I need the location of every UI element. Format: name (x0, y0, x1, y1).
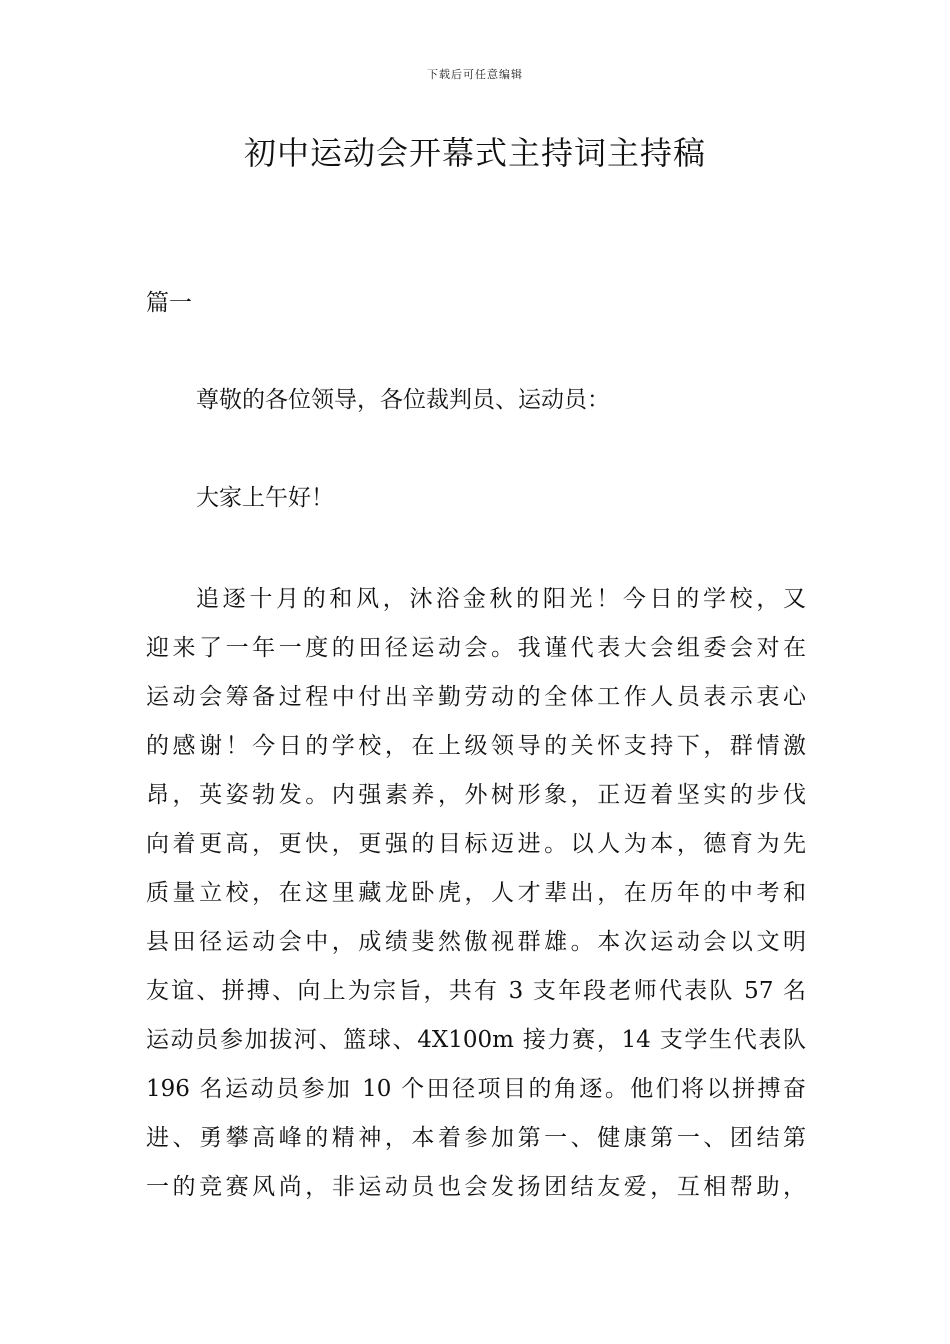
body-line: 的感谢！今日的学校，在上级领导的关怀支持下，群情激 (146, 733, 806, 759)
greeting-paragraph: 尊敬的各位领导，各位裁判员、运动员： (196, 387, 610, 413)
body-line: 一的竞赛风尚，非运动员也会发扬团结友爱，互相帮助， (146, 1174, 806, 1200)
document-title: 初中运动会开幕式主持词主持稿 (243, 134, 706, 172)
body-paragraph (146, 578, 806, 1215)
section-heading: 篇一 (146, 290, 192, 316)
body-line: 昂，英姿勃发。内强素养，外树形象，正迈着坚实的步伐 (146, 782, 806, 808)
body-line: 进、勇攀高峰的精神，本着参加第一、健康第一、团结第 (146, 1125, 806, 1151)
body-line: 追逐十月的和风，沐浴金秋的阳光！今日的学校，又 (196, 586, 806, 612)
body-line: 县田径运动会中，成绩斐然傲视群雄。本次运动会以文明 (146, 929, 806, 955)
body-line: 向着更高，更快，更强的目标迈进。以人为本，德育为先 (146, 831, 806, 857)
body-line: 运动员参加拔河、篮球、4X100m 接力赛，14 支学生代表队 (146, 1027, 806, 1053)
hello-paragraph: 大家上午好！ (196, 485, 334, 511)
body-line: 运动会筹备过程中付出辛勤劳动的全体工作人员表示衷心 (146, 684, 806, 710)
body-line: 友谊、拼搏、向上为宗旨，共有 3 支年段老师代表队 57 名 (146, 978, 806, 1004)
body-line: 质量立校，在这里藏龙卧虎，人才辈出，在历年的中考和 (146, 880, 806, 906)
header-note: 下载后可任意编辑 (427, 68, 523, 81)
body-line: 196 名运动员参加 10 个田径项目的角逐。他们将以拼搏奋 (146, 1076, 806, 1102)
body-line: 迎来了一年一度的田径运动会。我谨代表大会组委会对在 (146, 635, 806, 661)
